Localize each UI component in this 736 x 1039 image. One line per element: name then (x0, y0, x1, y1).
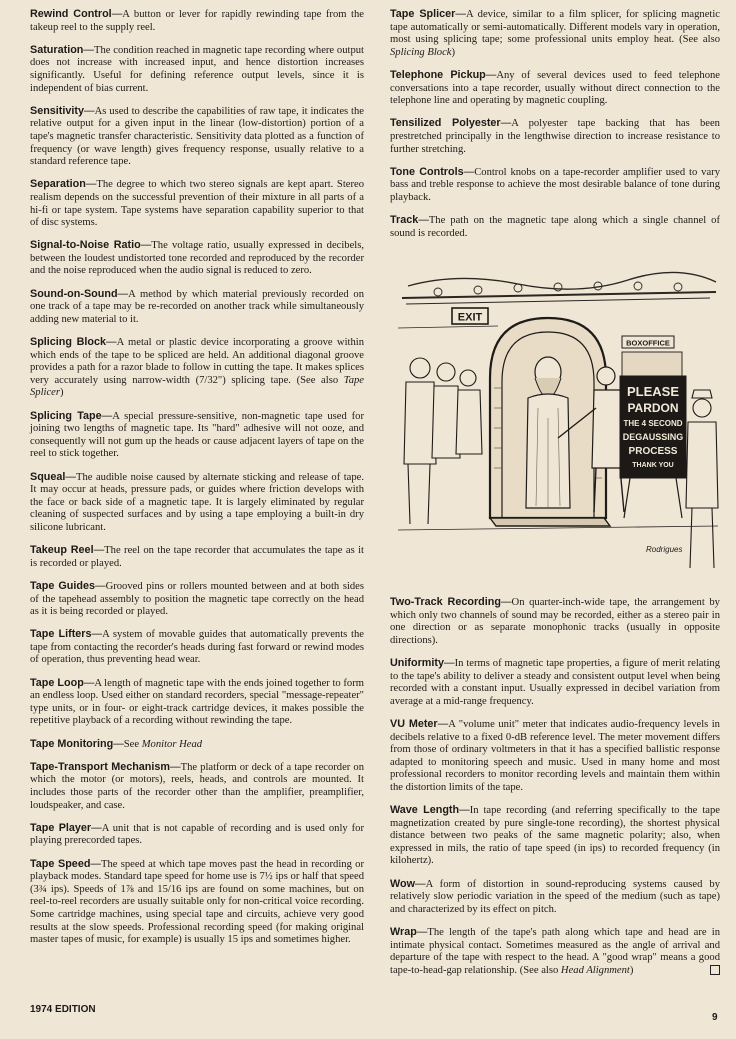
term-dash: — (459, 804, 470, 817)
exit-sign-text: EXIT (457, 311, 483, 324)
glossary-definition: A polyester tape backing that has been prestretched principally in the lengthwise direction to increase resistance to further stretching. (390, 118, 720, 155)
term-dash: — (455, 8, 466, 20)
term-dash: — (101, 409, 113, 422)
edition-label: 1974 EDITION (30, 1004, 96, 1015)
glossary-entry (390, 8, 720, 59)
term-dash: — (65, 470, 76, 483)
degaussing-cartoon (398, 268, 720, 586)
term-dash: — (500, 596, 512, 608)
glossary-term: Uniformity (390, 656, 444, 669)
glossary-entry (390, 214, 720, 240)
glossary-term: Sensitivity (30, 104, 85, 117)
glossary-entry (30, 544, 364, 570)
glossary-entry (30, 178, 364, 229)
glossary-entry (390, 804, 720, 868)
glossary-entry (390, 166, 720, 205)
glossary-term: Saturation (30, 43, 84, 56)
sign-line-2: PARDON (627, 401, 679, 415)
sign-line-5: PROCESS (628, 446, 678, 457)
glossary-definition: A length of magnetic tape with the ends joined together to form an endless loop. Used either on standard recorders, special "message-repeater" type units, or in four- or eight-track cartridge devices, it makes possible the repetitive playback of a recording without rewinding the tape. (30, 677, 364, 727)
sign-line-6: THANK YOU (632, 462, 674, 469)
glossary-definition: See (123, 738, 142, 750)
glossary-entry (390, 117, 720, 156)
glossary-term: Tape Lifters (30, 628, 92, 641)
term-dash: — (437, 717, 449, 730)
term-dash: — (500, 117, 512, 130)
glossary-definition: The speed at which tape moves past the head in recording or playback modes. Standard tape speed for home use is 7½ ips or half that speed (3¾ ips). Speeds of 1⅞ and 15/16 ips are found on some machines, but on reel-to-reel recorders are usually suitable only for non-critical voice recording. Some cartridge machines, using special tape and circuits, achieve very good results at the slow speeds. Professional recording speed (for making original master tapes of music, for example) is usually 15 ips and sometimes higher. (30, 858, 364, 946)
glossary-definition: On quarter-inch-wide tape, the arrangement by which only two channels of sound may be recorded, either as a stereo pair in one direction or as separate monophonic tracks (usually in opposite directions). (390, 597, 720, 646)
term-dash: — (463, 165, 475, 178)
glossary-entry (30, 8, 364, 34)
glossary-definition: A "volume unit" meter that indicates audio-frequency levels in decibels relative to a fixed 0-dB reference level. The meter movement differs from those of ordinary voltmeters in that it has a specified ballistic response adapted to monitoring speech and music. Used in many home and most professional recorders to monitor recording levels and maintain them within the distortion limits of the tape. (390, 718, 720, 793)
end-mark-icon (710, 965, 720, 975)
glossary-term: Tape Loop (30, 676, 84, 689)
glossary-entry (30, 410, 364, 461)
glossary-definition: As used to describe the capabilities of raw tape, it indicates the relative output for a given input in the linear (low-distortion) portion of a tape's magnetic transfer characteristic. Sensitivity data plotted as a function of frequency (or wave length) gives frequency response, usually relative to a standard reference tape. (30, 105, 364, 168)
right-column-top (390, 8, 720, 250)
glossary-term: Takeup Reel (30, 544, 94, 557)
glossary-definition: The voltage ratio, usually expressed in decibels, between the loudest undistorted tone recorded and reproduced by the recorder and the noise reproduced when the audio signal is reduced to zero. (30, 240, 365, 277)
glossary-definition: A method by which material previously recorded on one track of a tape may be re-recorded on another track while simultaneously adding new material to it. (30, 288, 364, 325)
glossary-definition: The path on the magnetic tape along which a single channel of sound is recorded. (390, 215, 720, 239)
glossary-definition: The audible noise caused by alternate sticking and release of tape. It may occur at heads, pressure pads, or guides where friction develops with the face or back side of a magnetic tape. It is largely eliminated by regular cleaning of suspected surfaces and by using a tape employing a built-in dry silicone lubricant. (30, 471, 364, 533)
glossary-entry (390, 596, 720, 647)
term-dash: — (83, 43, 94, 56)
term-dash: — (94, 579, 106, 592)
term-dash: — (91, 628, 103, 641)
glossary-definition: A button or lever for rapidly rewinding tape from the takeup reel to the supply reel. (30, 9, 364, 33)
sign-line-4: DEGAUSSING (622, 432, 684, 442)
page-number: 9 (712, 1012, 718, 1023)
term-dash: — (170, 760, 181, 773)
glossary-term: Tensilized Polyester (390, 117, 501, 130)
glossary-entry (30, 677, 364, 728)
glossary-entry (30, 580, 364, 619)
glossary-definition: A special pressure-sensitive, non-magnetic tape used for joining two lengths of magnetic tape. Its "hard" adhesive will not ooze, and consequently will not gum up the heads or cause adjacent layers of tape on the reel to stick together. (30, 410, 365, 460)
definition-closing: ) (451, 46, 456, 58)
glossary-term: Tape Monitoring (30, 737, 114, 750)
box-office-text: BOXOFFICE (626, 338, 670, 348)
term-dash: — (90, 857, 102, 870)
glossary-entry (390, 718, 720, 795)
glossary-term: Tape Speed (30, 857, 91, 870)
glossary-term: Squeal (30, 470, 66, 483)
glossary-entry (30, 628, 364, 667)
glossary-entry (390, 878, 720, 917)
cross-reference: Tape Splicer (30, 374, 364, 399)
term-dash: — (444, 656, 455, 669)
glossary-definition: Any of several devices used to feed telephone conversations into a tape recorder, usually without direct connection to the telephone line and operating by magnetic coupling. (390, 69, 720, 107)
left-column (30, 8, 364, 956)
glossary-term: Telephone Pickup (390, 68, 486, 81)
glossary-term: Tape Player (30, 821, 92, 834)
glossary-term: Wave Length (390, 804, 460, 817)
glossary-entry (30, 822, 364, 848)
glossary-definition: A metal or plastic device incorporating a groove within which ends of the tape to be spliced are held. An additional diagonal groove provides a path for a razor blade to follow in cutting the tape. It makes splices very accurately using narrow-width (7/32") splicing tape. (See also (30, 337, 364, 386)
glossary-term: Wrap (390, 926, 417, 939)
glossary-definition: A system of movable guides that automatically prevents the tape from contacting the recorder's heads during fast forward or rewind modes of operation, thus preventing head wear. (30, 629, 364, 666)
term-dash: — (91, 821, 102, 834)
definition-closing: ) (60, 387, 64, 399)
glossary-entry (390, 657, 720, 708)
definition-closing: ) (629, 964, 634, 976)
glossary-entry (30, 239, 364, 278)
term-dash: — (106, 336, 117, 349)
glossary-term: Tape Splicer (390, 8, 456, 20)
glossary-entry (30, 761, 364, 812)
term-dash: — (85, 178, 97, 191)
glossary-entry (30, 738, 364, 752)
term-dash: — (93, 544, 105, 557)
glossary-term: VU Meter (390, 717, 438, 730)
cross-reference: Monitor Head (141, 738, 203, 750)
glossary-term: Track (390, 214, 419, 227)
glossary-term: Two-Track Recording (390, 596, 501, 608)
cross-reference: Head Alignment (560, 964, 630, 976)
glossary-entry (30, 858, 364, 947)
glossary-definition: The platform or deck of a tape recorder on which the motor (or motors), reels, heads, and controls are mounted. It includes those parts of the recorder other than the amplifier, preamplifier, loudspeaker, and case. (30, 761, 364, 811)
right-column-bottom (390, 596, 720, 987)
glossary-entry (30, 105, 364, 169)
glossary-term: Tone Controls (390, 165, 464, 178)
glossary-entry (30, 44, 364, 95)
glossary-term: Rewind Control (30, 8, 112, 20)
glossary-entry (30, 336, 364, 400)
glossary-definition: In tape recording (and referring specifically to the tape magnetization created by pure single-tone recording), the shortest physical distance between two peaks of the same magnetic polarity; also, when expressed in mils, the ratio of tape speed (in ips) to recorded frequency (in kilohertz). (390, 805, 720, 867)
glossary-definition: A form of distortion in sound-reproducing systems caused by relatively slow periodic variation in the speed of the medium (such as tape) and characterized by its effect on pitch. (390, 878, 720, 915)
glossary-entry (390, 69, 720, 108)
glossary-definition: A unit that is not capable of recording and is used only for playing prerecorded tapes. (30, 822, 364, 847)
term-dash: — (140, 239, 152, 252)
glossary-definition: Grooved pins or rollers mounted between and at both sides of the tapehead assembly to position the magnetic tape correctly on the head as it is being recorded or played. (30, 580, 365, 618)
glossary-definition: A device, similar to a film splicer, for splicing magnetic tape automatically or semi-automatically. Different models vary in operation, most using splicing tape; some professional units employ heat. (See also (390, 9, 721, 46)
glossary-entry (30, 471, 364, 535)
glossary-definition: In terms of magnetic tape properties, a figure of merit relating to the tape's ability to deliver a steady and consistent output level when being recorded with a constant input. Usually expressed in decibel variation from average at a mid-range frequency. (390, 657, 720, 707)
term-dash: — (111, 8, 123, 20)
term-dash: — (83, 676, 95, 689)
glossary-definition: Control knobs on a tape-recorder amplifier used to vary bass and treble response to achieve the most desirable balance of tone during playback. (390, 166, 720, 203)
sign-line-3: THE 4 SECOND (623, 419, 683, 428)
glossary-definition: The degree to which two stereo signals are kept apart. Stereo realism depends on the successful prevention of their mixture in all parts of a hi-fi or tape system. Tape systems have separation capability superior to that of disc systems. (30, 179, 364, 229)
glossary-term: Splicing Block (30, 336, 107, 349)
glossary-term: Tape Guides (30, 579, 95, 592)
glossary-term: Tape-Transport Mechanism (30, 760, 171, 773)
glossary-entry (30, 288, 364, 327)
term-dash: — (415, 877, 426, 890)
glossary-term: Splicing Tape (30, 409, 102, 422)
glossary-entry (390, 926, 720, 977)
term-dash: — (113, 737, 124, 750)
glossary-term: Signal-to-Noise Ratio (30, 239, 141, 252)
term-dash: — (117, 287, 129, 300)
term-dash: — (485, 68, 497, 81)
cross-reference: Splicing Block (390, 46, 452, 58)
cartoon-signature: Rodrigues (646, 545, 683, 554)
term-dash: — (416, 926, 428, 939)
term-dash: — (84, 104, 95, 117)
term-dash: — (418, 214, 429, 227)
glossary-definition: The reel on the tape recorder that accumulates the tape as it is recorded or played. (30, 545, 364, 569)
glossary-definition: The length of the tape's path along which tape and head are in intimate physical contact. Sometimes measured as the angle of arrival and departure of the tape with respect to the head. A "good wrap" means a good tape-to-head-gap relationship. (See also (390, 927, 720, 976)
glossary-term: Sound-on-Sound (30, 287, 118, 300)
glossary-definition: The condition reached in magnetic tape recording where output does not increase with increased input, and hence distortion increases significantly. Useful for defining reference output levels, since it is independent of bias current. (30, 44, 364, 94)
glossary-term: Wow (390, 877, 415, 890)
glossary-term: Separation (30, 178, 86, 191)
sign-line-1: PLEASE (626, 384, 680, 399)
